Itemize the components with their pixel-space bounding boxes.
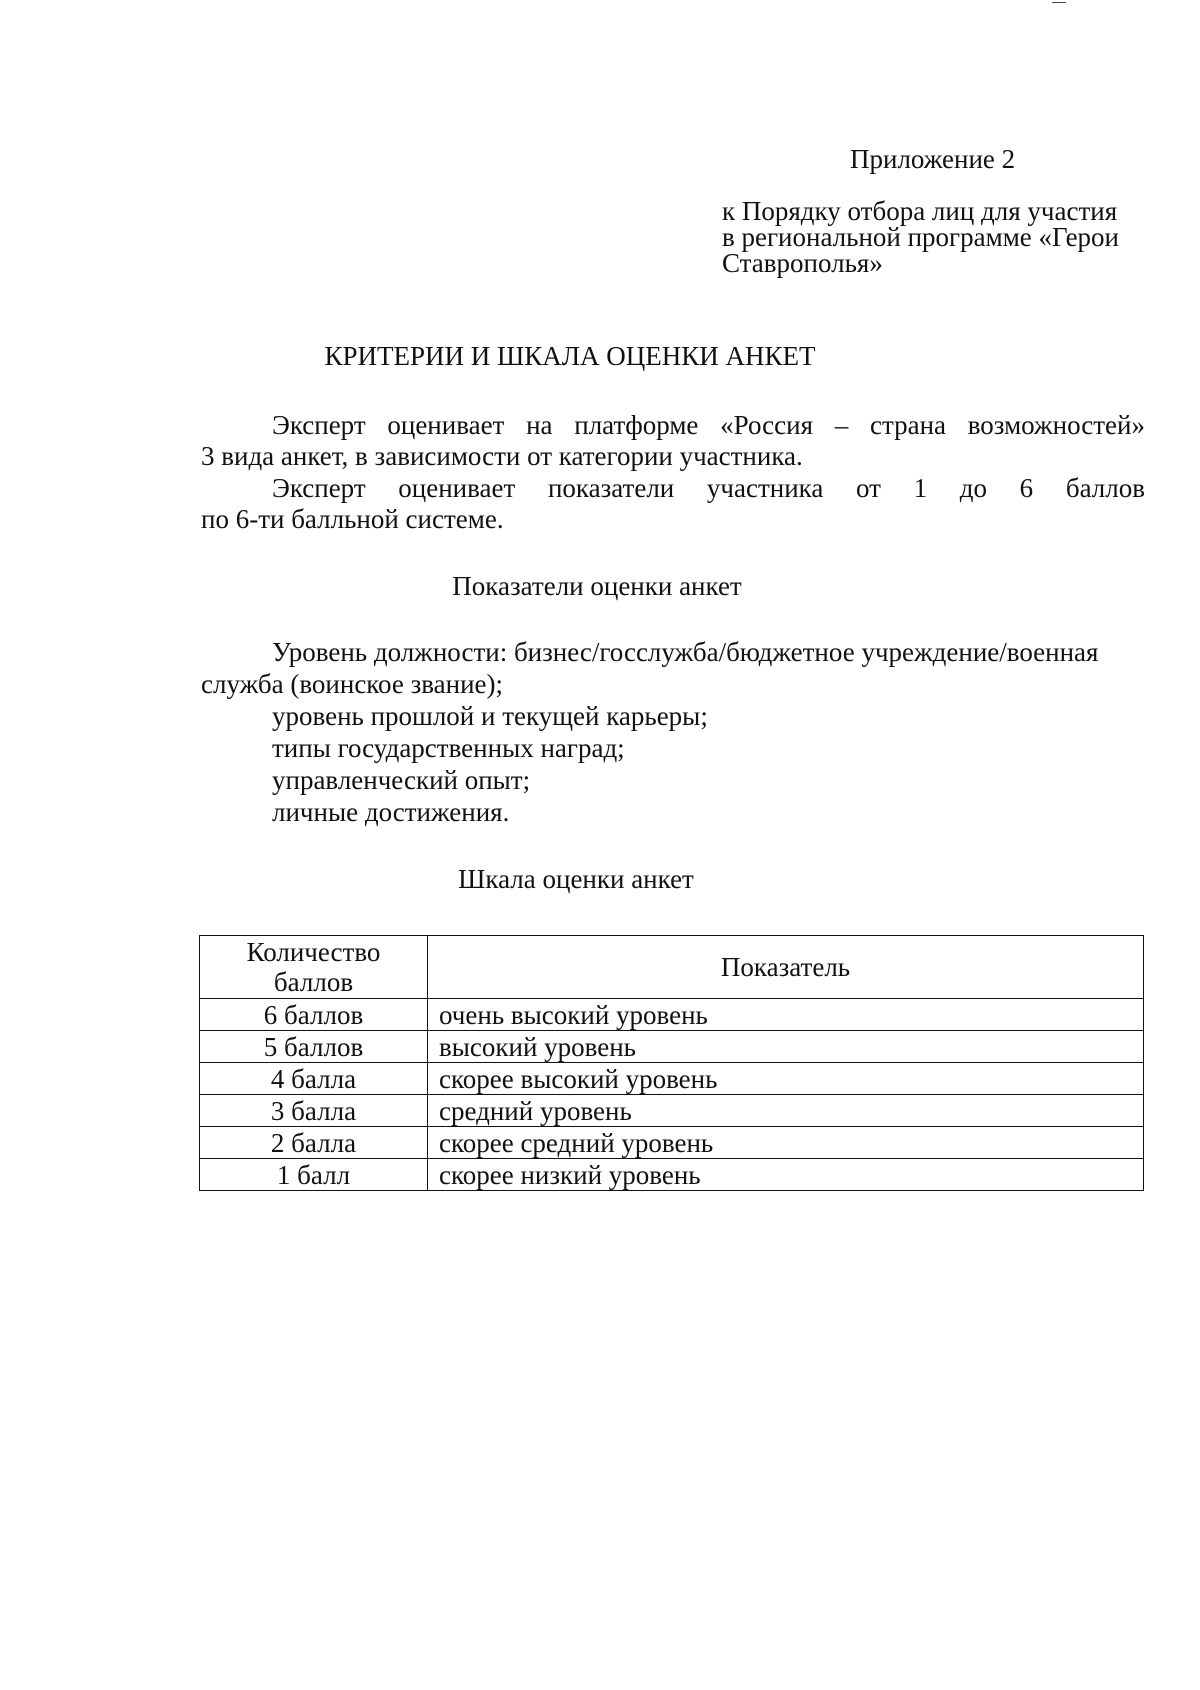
table-row: [200, 1127, 1144, 1159]
row-points: 3 балла: [200, 1095, 428, 1127]
appendix-line-2: в региональной программе «Герои: [722, 222, 1120, 252]
table-row: [200, 999, 1144, 1031]
scale-table: [199, 935, 1144, 1191]
points-header-line-2: баллов: [273, 967, 354, 997]
row-points: 1 балл: [200, 1159, 428, 1191]
appendix-line-3: Ставрополья»: [722, 248, 883, 278]
indicators-first-line-cont: служба (воинское звание);: [201, 669, 504, 699]
intro-paragraph-1-line-1: Эксперт оценивает на платформе «Россия – страна возможностей»: [272, 410, 1145, 440]
row-indicator: средний уровень: [428, 1095, 1144, 1127]
row-indicator: скорее высокий уровень: [428, 1063, 1144, 1095]
indicator-column-header: Показатель: [428, 936, 1144, 999]
indicator-item: типы государственных наград;: [272, 733, 625, 763]
intro-paragraph-2-line-2: по 6-ти балльной системе.: [201, 504, 504, 534]
row-indicator: скорее низкий уровень: [428, 1159, 1144, 1191]
appendix-title: Приложение 2: [850, 144, 1016, 174]
points-column-header: [200, 936, 428, 999]
document-heading: КРИТЕРИИ И ШКАЛА ОЦЕНКИ АНКЕТ: [324, 341, 816, 371]
scale-table-header: [200, 936, 1144, 999]
table-row: [200, 1095, 1144, 1127]
scan-corner-mark: [1052, 2, 1066, 3]
intro-paragraph-2-line-1: Эксперт оценивает показатели участника от 1 до 6 баллов: [272, 473, 1145, 503]
indicator-item: управленческий опыт;: [272, 765, 531, 795]
row-indicator: высокий уровень: [428, 1031, 1144, 1063]
indicators-title: Показатели оценки анкет: [452, 571, 742, 601]
row-points: 4 балла: [200, 1063, 428, 1095]
row-points: 6 баллов: [200, 999, 428, 1031]
indicators-first-line: Уровень должности: бизнес/госслужба/бюджетное учреждение/военная: [272, 637, 1099, 667]
table-row: [200, 1159, 1144, 1191]
row-points: 5 баллов: [200, 1031, 428, 1063]
appendix-line-1: к Порядку отбора лиц для участия: [722, 196, 1118, 226]
row-indicator: очень высокий уровень: [428, 999, 1144, 1031]
indicator-item: уровень прошлой и текущей карьеры;: [272, 701, 708, 731]
intro-paragraph-1-line-2: 3 вида анкет, в зависимости от категории участника.: [201, 441, 803, 471]
scale-title: Шкала оценки анкет: [458, 864, 694, 894]
row-indicator: скорее средний уровень: [428, 1127, 1144, 1159]
row-points: 2 балла: [200, 1127, 428, 1159]
points-header-line-1: Количество: [246, 937, 381, 967]
table-row: [200, 1063, 1144, 1095]
indicator-item: личные достижения.: [272, 797, 510, 827]
table-row: [200, 1031, 1144, 1063]
